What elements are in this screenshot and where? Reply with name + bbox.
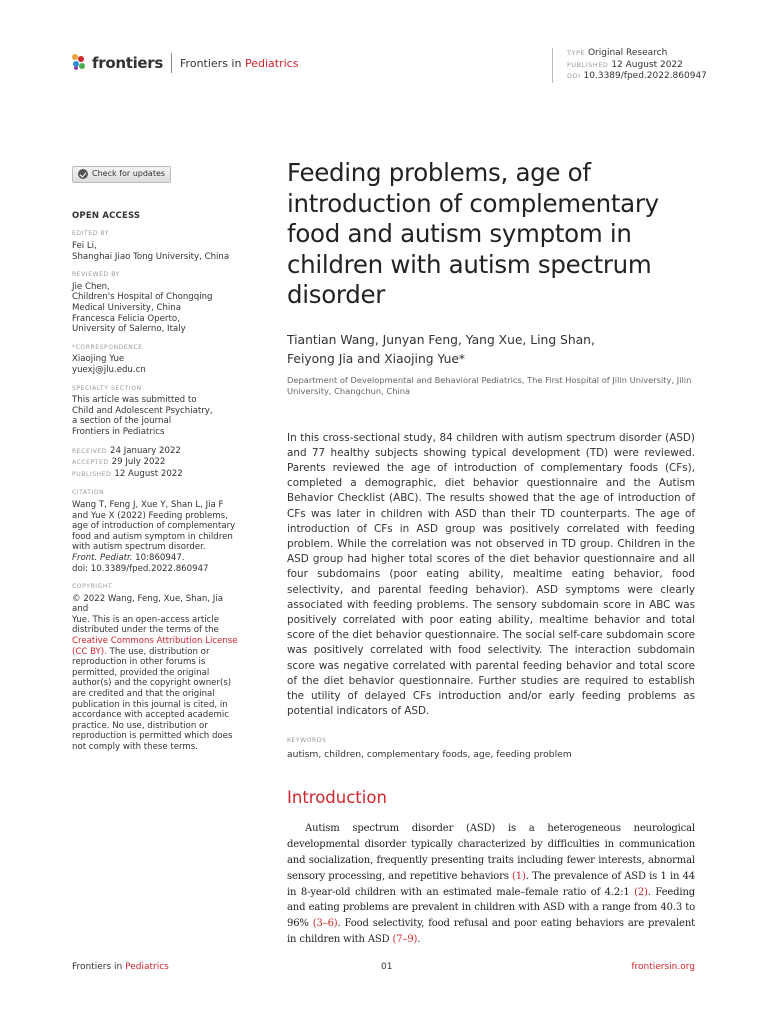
citation-link[interactable]: (2) — [634, 886, 648, 898]
license-link-cc-by[interactable]: (CC BY). — [72, 646, 107, 657]
license-link[interactable]: Creative Commons Attribution License — [72, 636, 238, 647]
logo-text: frontiers — [92, 54, 164, 72]
citation-link[interactable]: (1) — [512, 870, 526, 882]
correspondence-section: *CORRESPONDENCE Xiaojing Yue yuexj@jlu.edu.cn — [72, 343, 240, 376]
author-list[interactable]: Tiantian Wang, Junyan Feng, Yang Xue, Ling Shan, Feiyong Jia and Xiaojing Yue* — [287, 332, 595, 366]
edited-by-label: EDITED BY — [72, 230, 110, 238]
article-main — [287, 158, 695, 958]
introduction-paragraph: Autism spectrum disorder (ASD) is a heterogeneous neurological developmental disorder typically characterized by difficulties in communication and socialization, frequently presenting traits including fewer interests, abnormal sensory processing, and repetitive behaviors (1). The prevalence of ASD is 1 in 44 in 8-year-old children with an estimated male–female ratio of 4.2:1 (2). Feeding and eating problems are prevalent in children with ASD with a range from 40.3 to 96% (3–6). Food selectivity, food refusal and poor eating behaviors are prevalent in children with ASD (7–9). — [287, 823, 695, 945]
specialty-section: SPECIALTY SECTION This article was submitted to Child and Adolescent Psychiatry, a section of the journal Frontiers in Pediatrics — [72, 384, 240, 438]
specialty-label: SPECIALTY SECTION — [72, 384, 142, 392]
footer-journal[interactable]: Frontiers in Pediatrics — [72, 962, 169, 972]
published-date: PUBLISHED 12 August 2022 — [72, 468, 183, 479]
check-updates-icon — [78, 169, 88, 179]
journal-name[interactable]: Frontiers in Pediatrics — [180, 56, 299, 70]
copyright-section: COPYRIGHT © 2022 Wang, Feng, Xue, Shan, Jia and Yue. This is an open-access article distributed under the terms of the Creative Commons Attribution License (CC BY). The use, distribution or reproduction in other forums is permitted, provided the original author(s) and the copyright owner(s) are credited and that the original publication in this journal is cited, in accordance with accepted academic practice. No use, distribution or reproduction is permitted which does not comply with these terms. — [72, 582, 240, 753]
citation-section: CITATION Wang T, Feng J, Xue Y, Shan L, Jia F and Yue X (2022) Feeding problems, age of introduction of complementary food and autism symptom in children with autism spectrum disorder. Front. Pediatr. 10:860947. doi: 10.3389/fped.2022.860947 — [72, 488, 240, 574]
frontiers-logo-icon — [72, 54, 88, 72]
copyright-label: COPYRIGHT — [72, 583, 113, 591]
check-for-updates-button[interactable]: Check for updates — [72, 166, 171, 183]
page-header — [72, 48, 712, 81]
page-number: 01 — [381, 962, 393, 972]
footer-site-link[interactable]: frontiersin.org — [631, 962, 695, 972]
article-meta — [552, 48, 707, 83]
keywords: autism, children, complementary foods, age, feeding problem — [287, 749, 572, 761]
affiliation: Department of Developmental and Behavioral Pediatrics, The First Hospital of Jilin University, Jilin University, Changchun, China — [287, 374, 692, 396]
citation-label: CITATION — [72, 489, 105, 497]
open-access-label: OPEN ACCESS — [72, 210, 141, 221]
article-published: PUBLISHED 12 August 2022 — [567, 59, 683, 70]
reviewed-by-section: REVIEWED BY Jie Chen, Children's Hospital of Chongqing Medical University, China Francesca Felicia Operto, University of Salerno, Italy — [72, 270, 240, 335]
citation-doi[interactable]: doi: 10.3389/fped.2022.860947 — [72, 563, 209, 574]
frontiers-logo[interactable] — [72, 53, 298, 73]
received-date: RECEIVED 24 January 2022 — [72, 445, 181, 456]
accepted-date: ACCEPTED 29 July 2022 — [72, 457, 166, 468]
article-doi[interactable]: DOI 10.3389/fped.2022.860947 — [567, 71, 707, 81]
dates-section — [72, 446, 240, 481]
citation-link[interactable]: (3–6) — [312, 918, 338, 930]
article-sidebar — [72, 166, 240, 753]
article-type: TYPE Original Research — [567, 48, 668, 58]
keywords-label: KEYWORDS — [287, 737, 327, 745]
citation-link[interactable]: (7–9) — [392, 933, 418, 945]
logo-divider — [171, 53, 172, 73]
correspondence-label: *CORRESPONDENCE — [72, 343, 143, 351]
correspondence-email[interactable]: yuexj@jlu.edu.cn — [72, 365, 146, 376]
introduction-heading: Introduction — [287, 788, 387, 808]
abstract: In this cross-sectional study, 84 children with autism spectrum disorder (ASD) and 77 healthy subjects showing typical development (TD) were reviewed. Parents reviewed the age of introduction of complementary foods (CFs), completed a demographic, diet behavior questionnaire and the Autism Behavior Checklist (ABC). The results showed that the age of introduction of CFs was later in children with ASD than their TD counterparts. The age of introduction of CFs in ASD group was positively correlated with feeding problem. While the correlation was not observed in TD group. Children in the ASD group had higher total scores of the diet behavior questionnaire and all four subdomains (poor eating ability, mealtime eating behavior, food selectivity, and parental feeding behavior). ASD symptoms were clearly associated with feeding problems. The sensory subdomain score in ABC was positively correlated with poor eating ability, mealtime behavior and total score of the diet behavior questionnaire. The social self-care subdomain score was positively correlated with food selectivity. The interaction subdomain score was negative correlated with parental feeding behavior and total score of the diet behavior questionnaire. Further studies are required to establish the utility of delayed CFs introduction and/or early feeding problems as potential indicators of ASD. — [287, 431, 695, 718]
reviewed-by-label: REVIEWED BY — [72, 271, 120, 279]
article-title: Feeding problems, age of introduction of complementary food and autism symptom in children with autism spectrum disorder — [287, 158, 659, 309]
edited-by-section: EDITED BY Fei Li, Shanghai Jiao Tong University, China — [72, 229, 240, 262]
